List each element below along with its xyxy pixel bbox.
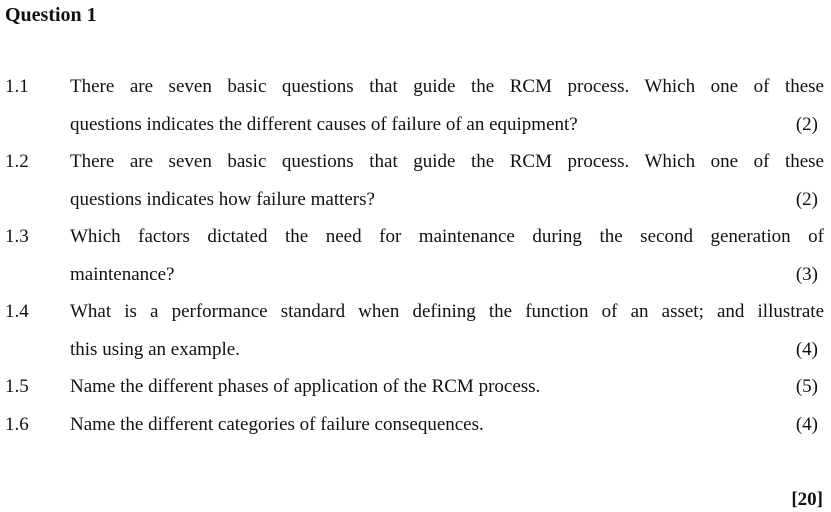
question-text-line: questions indicates how failure matters? bbox=[70, 189, 375, 210]
question-number: 1.1 bbox=[5, 76, 29, 97]
question-number: 1.6 bbox=[5, 414, 29, 435]
marks-label: (4) bbox=[795, 414, 818, 435]
question-number: 1.5 bbox=[5, 376, 29, 397]
question-number: 1.2 bbox=[5, 151, 29, 172]
question-text-row bbox=[70, 368, 824, 406]
marks-label: (2) bbox=[795, 189, 818, 210]
marks-label: (4) bbox=[795, 339, 818, 360]
question-text-line: this using an example. bbox=[70, 339, 240, 360]
question-text-line: There are seven basic questions that guide the RCM process. Which one of these bbox=[70, 151, 824, 172]
question-text-line: Name the different phases of application of the RCM process. bbox=[70, 376, 541, 397]
question-number: 1.4 bbox=[5, 301, 29, 322]
question-number: 1.3 bbox=[5, 226, 29, 247]
question-text-line: Which factors dictated the need for maintenance during the second generation of bbox=[70, 226, 824, 247]
question-text-row bbox=[70, 181, 824, 219]
question-text-row bbox=[70, 406, 824, 444]
question-text-line: Name the different categories of failure consequences. bbox=[70, 414, 484, 435]
question-text-line: questions indicates the different causes of failure of an equipment? bbox=[70, 114, 578, 135]
question-text-row bbox=[70, 256, 824, 294]
question-text-line: maintenance? bbox=[70, 264, 175, 285]
total-marks: [20] bbox=[791, 489, 823, 510]
question-heading: Question 1 bbox=[5, 4, 97, 26]
question-text-row bbox=[70, 331, 824, 369]
question-text-row bbox=[70, 106, 824, 144]
marks-label: (3) bbox=[795, 264, 818, 285]
marks-label: (2) bbox=[795, 114, 818, 135]
question-text-line: There are seven basic questions that guide the RCM process. Which one of these bbox=[70, 76, 824, 97]
marks-label: (5) bbox=[795, 376, 818, 397]
question-text-line: What is a performance standard when defining the function of an asset; and illustrate bbox=[70, 301, 824, 322]
